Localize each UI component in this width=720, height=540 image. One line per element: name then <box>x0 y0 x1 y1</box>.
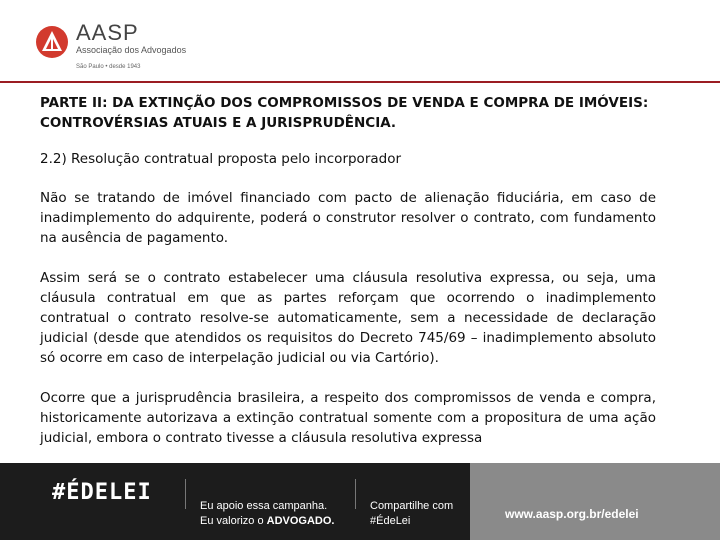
page-title: PARTE II: DA EXTINÇÃO DOS COMPROMISSOS DE VENDA E COMPRA DE IMÓVEIS: CONTROVÉRSIAS ATUAIS E A JURISPRUDÊNCIA. <box>40 95 649 131</box>
campaign-line-2-bold: ADVOGADO. <box>266 515 335 527</box>
footer-divider <box>185 479 186 509</box>
brand-subtitle: Associação dos Advogados <box>76 45 187 55</box>
campaign-footer <box>0 463 720 540</box>
header-divider <box>0 81 720 83</box>
campaign-hashtag: #ÉDELEI <box>52 480 152 505</box>
footer-url-panel <box>470 463 720 540</box>
share-text <box>370 499 453 529</box>
campaign-url-link[interactable]: www.aasp.org.br/edelei <box>505 507 639 521</box>
brand-since: São Paulo • desde 1943 <box>76 64 141 70</box>
aasp-logo-icon <box>35 25 69 59</box>
share-line-2: #ÉdeLei <box>370 515 411 527</box>
footer-divider <box>355 479 356 509</box>
campaign-line-1: Eu apoio essa campanha. <box>200 500 328 512</box>
campaign-line-2-prefix: Eu valorizo o <box>200 515 267 527</box>
brand-name: AASP <box>76 20 139 45</box>
paragraph: Não se tratando de imóvel financiado com pacto de alienação fiduciária, em caso de inadimplemento do adquirente, poderá o construtor resolver o contrato, com fundamento na ausência de pagamento. <box>40 190 656 246</box>
share-line-1: Compartilhe com <box>370 500 454 512</box>
section-heading: 2.2) Resolução contratual proposta pelo incorporador <box>40 151 402 167</box>
header <box>0 0 720 84</box>
campaign-text <box>200 499 335 529</box>
paragraph: Ocorre que a jurisprudência brasileira, a respeito dos compromissos de venda e compra, historicamente autorizava a extinção contratual somente com a propositura de uma ação judicial, embora o contrato tivesse a cláusula resolutiva expressa <box>40 390 656 446</box>
campaign-line-2 <box>200 514 335 529</box>
document-body <box>40 93 656 468</box>
paragraph: Assim será se o contrato estabelecer uma cláusula resolutiva expressa, ou seja, uma cláusula contratual em que as partes reforçam que ocorrendo o inadimplemento contratual o contrato resolve-se automaticamente, sem a necessidade de declaração judicial (desde que atendidos os requisitos do Decreto 745/69 – inadimplemento absoluto só ocorre em caso de interpelação judicial ou via Cartório). <box>40 270 656 366</box>
